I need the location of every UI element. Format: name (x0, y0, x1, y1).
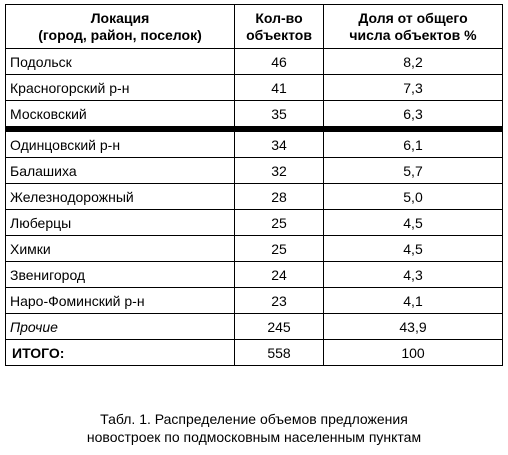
table-row (6, 288, 503, 314)
location-cell: Балашиха (6, 158, 235, 184)
share-cell: 6,1 (324, 132, 503, 158)
header-location (6, 5, 235, 49)
count-cell: 41 (235, 75, 324, 101)
count-cell: 35 (235, 101, 324, 127)
supply-distribution-table (5, 4, 503, 366)
share-cell: 7,3 (324, 75, 503, 101)
share-cell: 5,7 (324, 158, 503, 184)
table-row (6, 75, 503, 101)
location-cell: Люберцы (6, 210, 235, 236)
header-share-line1: Доля от общего (358, 10, 468, 26)
table-row (6, 158, 503, 184)
count-cell: 28 (235, 184, 324, 210)
table-row (6, 262, 503, 288)
share-cell: 4,5 (324, 236, 503, 262)
header-share (324, 5, 503, 49)
location-cell: Одинцовский р-н (6, 132, 235, 158)
other-label-cell: Прочие (6, 314, 235, 340)
caption-line2: новостроек по подмосковным населенным пунктам (86, 429, 422, 445)
other-share-cell: 43,9 (324, 314, 503, 340)
table-row (6, 101, 503, 127)
count-cell: 23 (235, 288, 324, 314)
caption-line1: Табл. 1. Распределение объемов предложения (100, 411, 408, 427)
total-label-cell: ИТОГО: (6, 340, 235, 366)
header-count-line2: объектов (246, 27, 312, 43)
total-count-cell: 558 (235, 340, 324, 366)
total-share-cell: 100 (324, 340, 503, 366)
count-cell: 32 (235, 158, 324, 184)
share-cell: 5,0 (324, 184, 503, 210)
count-cell: 24 (235, 262, 324, 288)
share-cell: 4,1 (324, 288, 503, 314)
header-location-line2: (город, район, поселок) (38, 27, 202, 43)
table-header-row (6, 5, 503, 49)
share-cell: 6,3 (324, 101, 503, 127)
header-count-line1: Кол-во (255, 10, 303, 26)
table-row (6, 236, 503, 262)
table-row (6, 184, 503, 210)
table-row (6, 210, 503, 236)
table-row (6, 49, 503, 75)
location-cell: Звенигород (6, 262, 235, 288)
location-cell: Красногорский р-н (6, 75, 235, 101)
count-cell: 34 (235, 132, 324, 158)
location-cell: Наро-Фоминский р-н (6, 288, 235, 314)
location-cell: Подольск (6, 49, 235, 75)
share-cell: 4,3 (324, 262, 503, 288)
header-share-line2: числа объектов % (349, 27, 477, 43)
total-row (6, 340, 503, 366)
other-count-cell: 245 (235, 314, 324, 340)
header-count (235, 5, 324, 49)
location-cell: Московский (6, 101, 235, 127)
table-row (6, 132, 503, 158)
count-cell: 25 (235, 210, 324, 236)
other-row (6, 314, 503, 340)
header-location-line1: Локация (90, 10, 150, 26)
count-cell: 25 (235, 236, 324, 262)
share-cell: 8,2 (324, 49, 503, 75)
location-cell: Химки (6, 236, 235, 262)
count-cell: 46 (235, 49, 324, 75)
location-cell: Железнодорожный (6, 184, 235, 210)
share-cell: 4,5 (324, 210, 503, 236)
table-caption (0, 410, 508, 446)
